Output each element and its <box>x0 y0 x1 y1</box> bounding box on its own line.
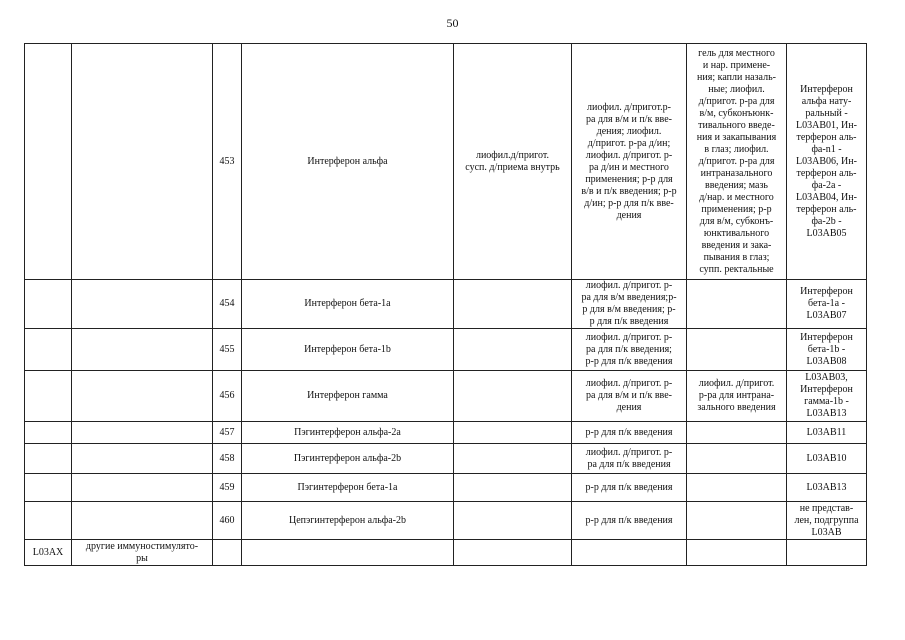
group-name-cell <box>72 474 213 502</box>
atc-note: Интерферон бета-1а - L03AB07 <box>787 280 867 329</box>
dosage-form-a <box>454 474 572 502</box>
row-number: 460 <box>213 502 242 540</box>
table-row <box>25 444 867 474</box>
drug-name: Интерферон альфа <box>242 44 454 280</box>
group-row <box>25 540 867 566</box>
atc-note: не представ- лен, подгруппа L03AB <box>787 502 867 540</box>
row-number: 453 <box>213 44 242 280</box>
atc-code-cell <box>25 280 72 329</box>
atc-code-cell <box>25 329 72 371</box>
group-name-cell <box>72 280 213 329</box>
atc-note: Интерферон альфа нату- ральный - L03AB01, Ин- терферон аль- фа-n1 - L03AB06, Ин- терферон аль- фа-2а - L03AB04, Ин- терферон аль- фа-2b - L03AB05 <box>787 44 867 280</box>
table-row <box>25 371 867 422</box>
drug-name: Пэгинтерферон бета-1а <box>242 474 454 502</box>
page-number: 50 <box>446 16 459 30</box>
row-number: 458 <box>213 444 242 474</box>
atc-code-cell <box>25 44 72 280</box>
drug-name: Пэгинтерферон альфа-2а <box>242 422 454 444</box>
atc-code-cell <box>25 444 72 474</box>
dosage-form-c <box>687 444 787 474</box>
atc-code-cell <box>25 422 72 444</box>
dosage-form-b: р-р для п/к введения <box>572 502 687 540</box>
dosage-form-a <box>454 371 572 422</box>
group-name-cell <box>72 371 213 422</box>
group-code: L03AX <box>25 540 72 566</box>
row-number: 456 <box>213 371 242 422</box>
dosage-form-b <box>572 540 687 566</box>
atc-note: L03AB11 <box>787 422 867 444</box>
drug-name: Интерферон бета-1b <box>242 329 454 371</box>
row-number: 457 <box>213 422 242 444</box>
atc-note: L03AB03, Интерферон гамма-1b - L03AB13 <box>787 371 867 422</box>
dosage-form-a <box>454 502 572 540</box>
dosage-form-a <box>454 329 572 371</box>
table-row <box>25 474 867 502</box>
dosage-form-b: лиофил. д/пригот. р- ра для п/к введения <box>572 444 687 474</box>
dosage-form-b: р-р для п/к введения <box>572 474 687 502</box>
dosage-form-c: гель для местного и нар. примене- ния; капли назаль- ные; лиофил. д/пригот. р-ра для в/м, субконъюнк- тивального введе- ния и закапывания в глаз; лиофил. д/пригот. р-ра для интраназального введения; мазь д/нар. и местного применения; р-р для в/м, субконъ- юнктивального введения и зака- пывания в глаз; супп. ректальные <box>687 44 787 280</box>
group-name-cell <box>72 422 213 444</box>
drug-name: Интерферон гамма <box>242 371 454 422</box>
dosage-form-a: лиофил.д/пригот. сусп. д/приема внутрь <box>454 44 572 280</box>
dosage-form-b: р-р для п/к введения <box>572 422 687 444</box>
group-name-cell <box>72 444 213 474</box>
dosage-form-c: лиофил. д/пригот. р-ра для интрана- зального введения <box>687 371 787 422</box>
table-row <box>25 502 867 540</box>
row-number: 454 <box>213 280 242 329</box>
atc-note: Интерферон бета-1b - L03AB08 <box>787 329 867 371</box>
table-row <box>25 329 867 371</box>
table-row <box>25 44 867 280</box>
dosage-form-c <box>687 422 787 444</box>
dosage-form-c <box>687 474 787 502</box>
dosage-form-a <box>454 280 572 329</box>
atc-note: L03AB13 <box>787 474 867 502</box>
row-number <box>213 540 242 566</box>
dosage-form-b: лиофил. д/пригот. р- ра для в/м введения;р- р для в/м введения; р- р для п/к введения <box>572 280 687 329</box>
dosage-form-c <box>687 540 787 566</box>
dosage-form-a <box>454 444 572 474</box>
row-number: 455 <box>213 329 242 371</box>
row-number: 459 <box>213 474 242 502</box>
group-name-cell <box>72 502 213 540</box>
group-name-cell <box>72 44 213 280</box>
dosage-form-c <box>687 502 787 540</box>
atc-code-cell <box>25 474 72 502</box>
dosage-form-a <box>454 422 572 444</box>
drug-name: Пэгинтерферон альфа-2b <box>242 444 454 474</box>
drug-name: Интерферон бета-1а <box>242 280 454 329</box>
atc-note: L03AB10 <box>787 444 867 474</box>
drug-name <box>242 540 454 566</box>
dosage-form-b: лиофил. д/пригот. р- ра для в/м и п/к вве- дения <box>572 371 687 422</box>
group-title: другие иммуностимулято- ры <box>72 540 213 566</box>
group-name-cell <box>72 329 213 371</box>
atc-note <box>787 540 867 566</box>
drug-name: Цепэгинтерферон альфа-2b <box>242 502 454 540</box>
table-row <box>25 280 867 329</box>
dosage-form-b: лиофил. д/пригот. р- ра для п/к введения; р-р для п/к введения <box>572 329 687 371</box>
atc-code-cell <box>25 371 72 422</box>
dosage-form-b: лиофил. д/пригот.р- ра для в/м и п/к вве- дения; лиофил. д/пригот. р-ра д/ин; лиофил. д/пригот. р- ра д/ин и местного применения; р-р для в/в и п/к введения; р-р д/ин; р-р для п/к вве- дения <box>572 44 687 280</box>
atc-code-cell <box>25 502 72 540</box>
drug-table <box>24 43 867 566</box>
dosage-form-c <box>687 280 787 329</box>
dosage-form-a <box>454 540 572 566</box>
dosage-form-c <box>687 329 787 371</box>
table-row <box>25 422 867 444</box>
